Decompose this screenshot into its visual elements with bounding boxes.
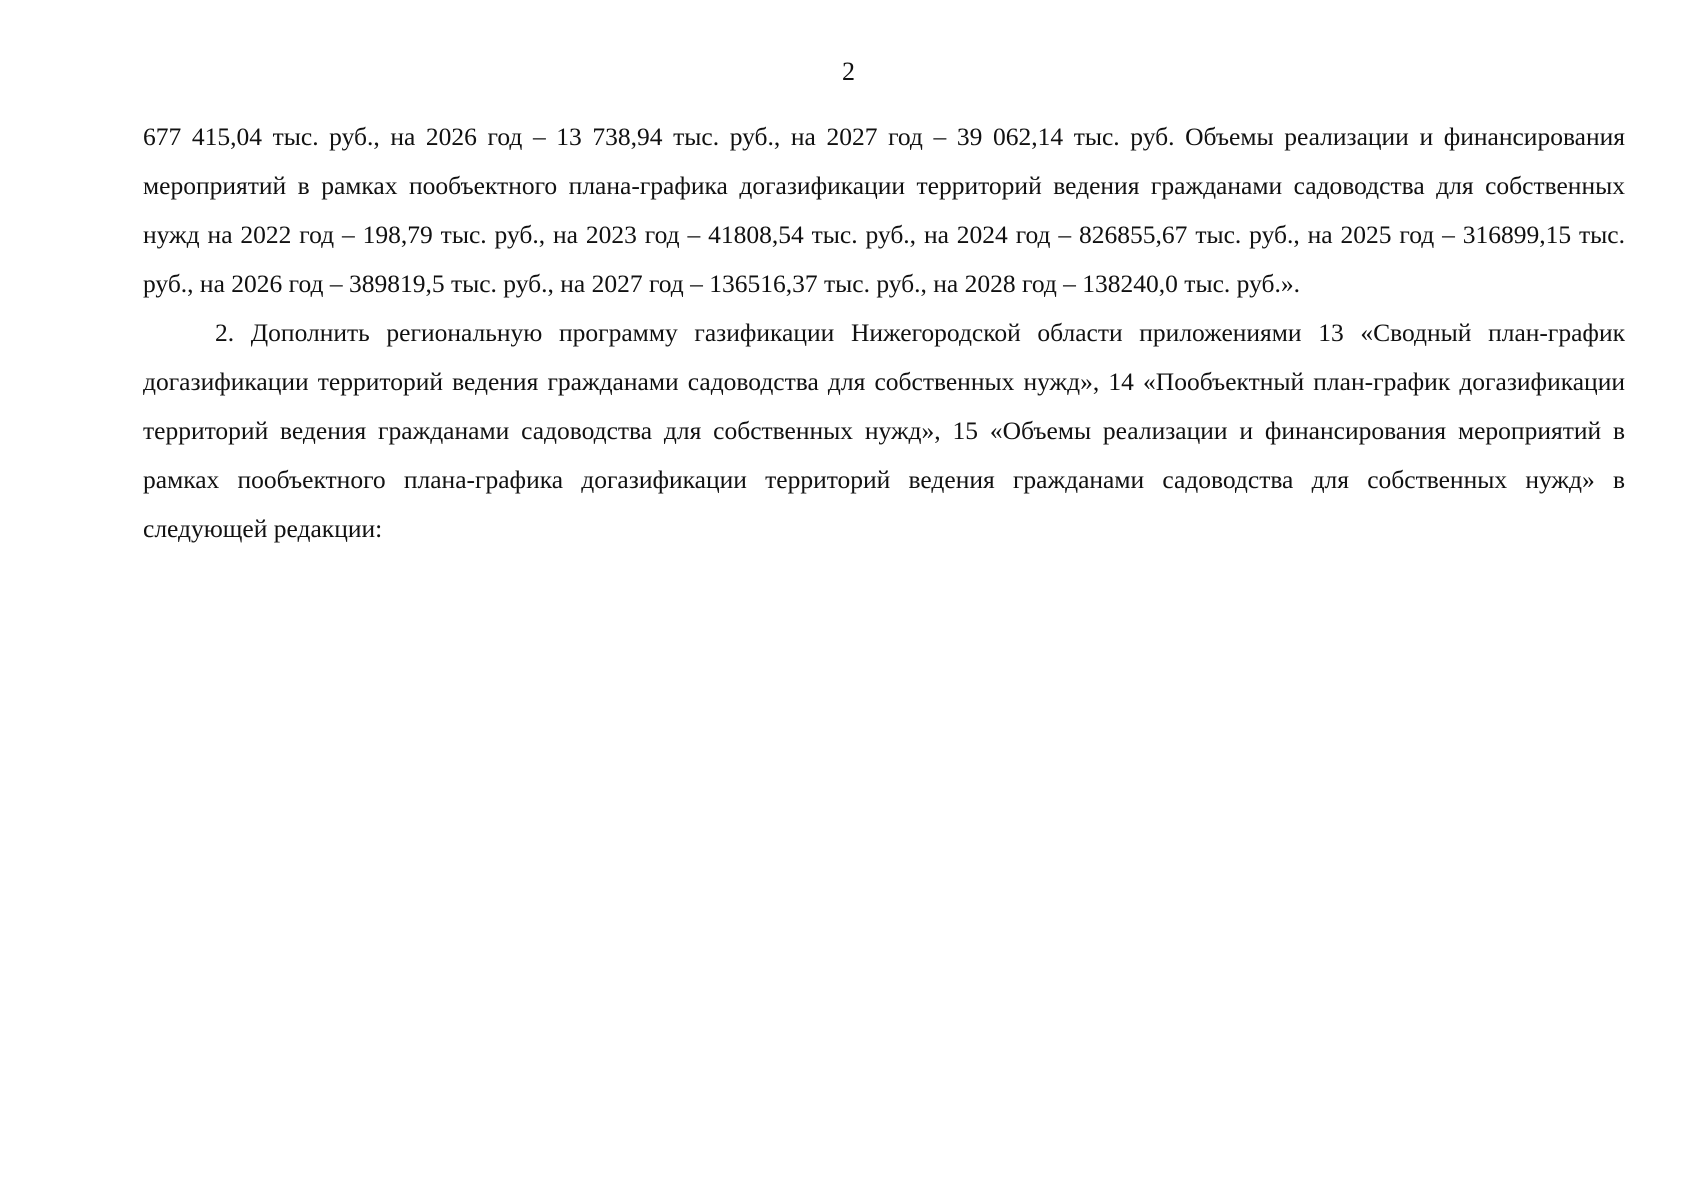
page-number: 2: [842, 57, 855, 86]
document-body: [143, 112, 1625, 553]
paragraph-item-2: 2. Дополнить региональную программу газификации Нижегородской области приложениями 13 «Сводный план-график догазификации территорий ведения гражданами садоводства для собственных нужд», 14 «Пообъектный план-график догазификации территорий ведения гражданами садоводства для собственных нужд», 15 «Объемы реализации и финансирования мероприятий в рамках пообъектного плана-графика догазификации территорий ведения гражданами садоводства для собственных нужд» в следующей редакции:: [143, 318, 1625, 543]
paragraph-continuation: 677 415,04 тыс. руб., на 2026 год – 13 738,94 тыс. руб., на 2027 год – 39 062,14 тыс. руб. Объемы реализации и финансирования мероприятий в рамках пообъектного плана-графика догазификации территорий ведения гражданами садоводства для собственных нужд на 2022 год – 198,79 тыс. руб., на 2023 год – 41808,54 тыс. руб., на 2024 год – 826855,67 тыс. руб., на 2025 год – 316899,15 тыс. руб., на 2026 год – 389819,5 тыс. руб., на 2027 год – 136516,37 тыс. руб., на 2028 год – 138240,0 тыс. руб.».: [143, 122, 1625, 298]
